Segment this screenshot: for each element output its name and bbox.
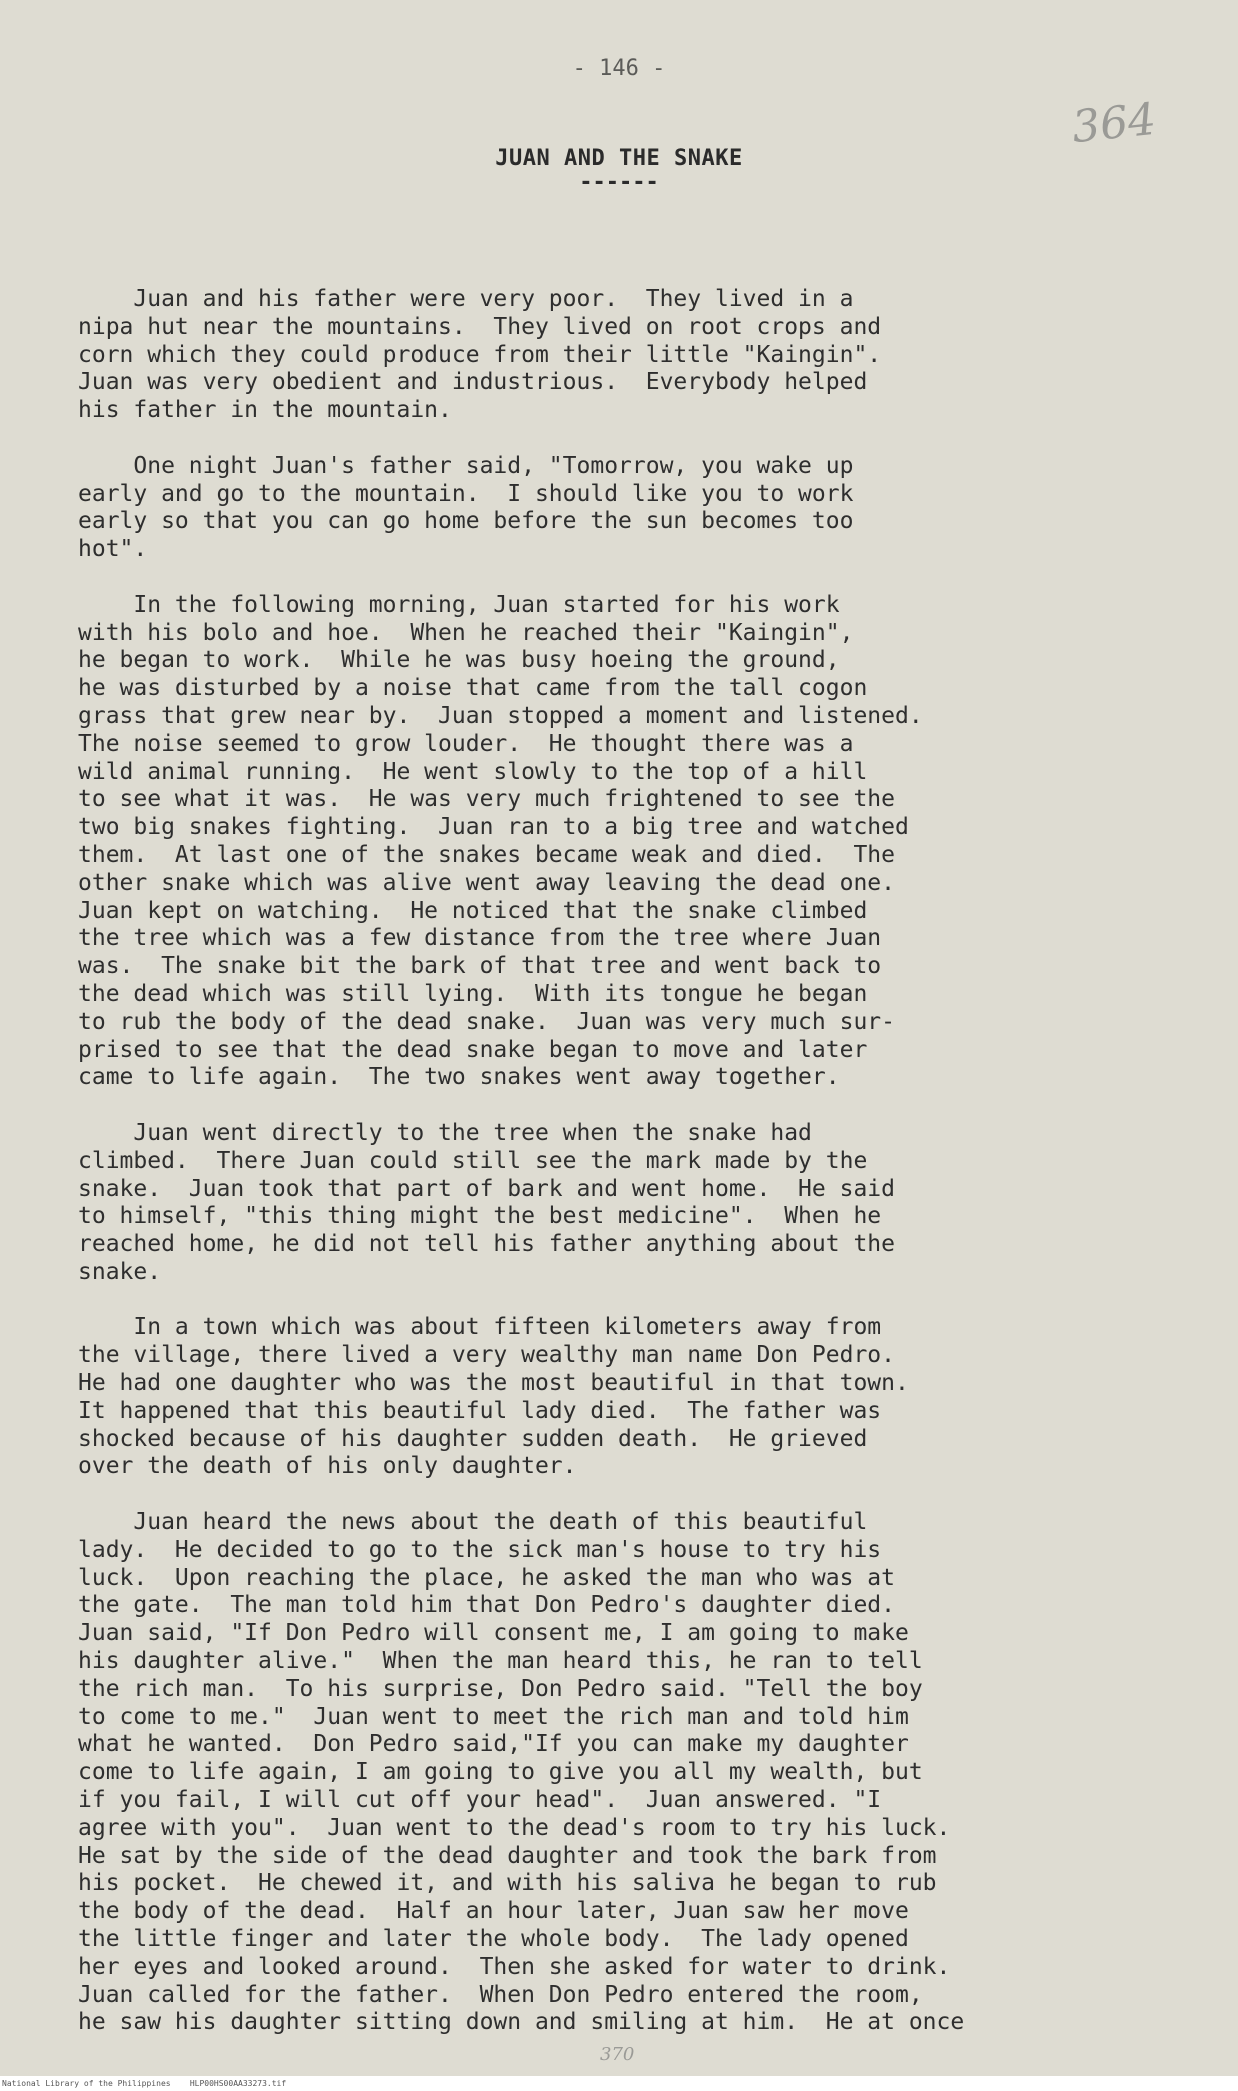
text-line: the rich man. To his surprise, Don Pedro said. "Tell the boy: [78, 1675, 923, 1702]
text-line: to see what it was. He was very much frightened to see the: [78, 786, 895, 813]
text-line: what he wanted. Don Pedro said,"If you can make my daughter: [78, 1731, 909, 1758]
text-line: wild animal running. He went slowly to the top of a hill: [78, 758, 868, 785]
paragraph: [78, 1120, 1198, 1287]
title-underline: ------: [579, 170, 659, 195]
text-line: the dead which was still lying. With its tongue he began: [78, 980, 868, 1007]
handwritten-page-number: 364: [1069, 93, 1159, 154]
text-line: Juan kept on watching. He noticed that the snake climbed: [78, 897, 868, 924]
text-line: the body of the dead. Half an hour later, Juan saw her move: [78, 1898, 909, 1925]
text-line: her eyes and looked around. Then she asked for water to drink.: [78, 1953, 951, 1980]
paragraph: [78, 1314, 1198, 1481]
text-line: the gate. The man told him that Don Pedro's daughter died.: [78, 1592, 895, 1619]
text-line: other snake which was alive went away leaving the dead one.: [78, 869, 895, 896]
text-line: with his bolo and hoe. When he reached their "Kaingin",: [78, 619, 854, 646]
story-body: [78, 286, 1198, 2065]
page-number: - 146 -: [572, 56, 666, 81]
text-line: early so that you can go home before the sun becomes too: [78, 508, 854, 535]
text-line: agree with you". Juan went to the dead's room to try his luck.: [78, 1814, 951, 1841]
text-line: Juan and his father were very poor. They lived in a: [78, 286, 854, 312]
text-line: reached home, he did not tell his father anything about the: [78, 1231, 895, 1258]
paragraph: [78, 592, 1198, 1092]
text-line: his pocket. He chewed it, and with his saliva he began to rub: [78, 1870, 937, 1897]
text-line: early and go to the mountain. I should like you to work: [78, 480, 854, 507]
text-line: the little finger and later the whole body. The lady opened: [78, 1926, 909, 1953]
text-line: he saw his daughter sitting down and smiling at him. He at once: [78, 2009, 965, 2036]
text-line: two big snakes fighting. Juan ran to a big tree and watched: [78, 814, 909, 841]
text-line: He sat by the side of the dead daughter and took the bark from: [78, 1842, 937, 1869]
text-line: lady. He decided to go to the sick man's house to try his: [78, 1536, 882, 1563]
handwritten-bottom-mark: 370: [600, 2044, 635, 2065]
story-title: JUAN AND THE SNAKE: [495, 146, 743, 171]
text-line: his daughter alive." When the man heard this, he ran to tell: [78, 1648, 923, 1675]
text-line: grass that grew near by. Juan stopped a moment and listened.: [78, 702, 923, 729]
text-line: if you fail, I will cut off your head". Juan answered. "I: [78, 1787, 882, 1814]
text-line: One night Juan's father said, "Tomorrow, you wake up: [78, 452, 854, 479]
text-line: He had one daughter who was the most beautiful in that town.: [78, 1370, 909, 1397]
text-line: shocked because of his daughter sudden death. He grieved: [78, 1425, 868, 1452]
text-line: his father in the mountain.: [78, 397, 452, 424]
text-line: to himself, "this thing might the best medicine". When he: [78, 1203, 882, 1230]
text-line: Juan called for the father. When Don Pedro entered the room,: [78, 1981, 923, 2008]
text-line: hot".: [78, 536, 148, 563]
text-line: Juan went directly to the tree when the snake had: [78, 1119, 812, 1146]
text-line: It happened that this beautiful lady died. The father was: [78, 1397, 882, 1424]
text-line: The noise seemed to grow louder. He thought there was a: [78, 730, 854, 757]
text-line: Juan was very obedient and industrious. Everybody helped: [78, 369, 868, 396]
text-line: them. At last one of the snakes became weak and died. The: [78, 841, 895, 868]
text-line: snake.: [78, 1258, 162, 1285]
text-line: nipa hut near the mountains. They lived on root crops and: [78, 313, 882, 340]
text-line: was. The snake bit the bark of that tree and went back to: [78, 953, 882, 980]
paragraph: [78, 1509, 1198, 2037]
text-line: climbed. There Juan could still see the mark made by the: [78, 1147, 868, 1174]
text-line: to come to me." Juan went to meet the rich man and told him: [78, 1703, 909, 1730]
paragraph: [78, 453, 1198, 564]
text-line: Juan said, "If Don Pedro will consent me, I am going to make: [78, 1620, 909, 1647]
text-line: to rub the body of the dead snake. Juan was very much sur-: [78, 1008, 895, 1035]
text-line: came to life again. The two snakes went away together.: [78, 1064, 840, 1091]
text-line: over the death of his only daughter.: [78, 1453, 577, 1480]
text-line: come to life again, I am going to give you all my wealth, but: [78, 1759, 923, 1786]
text-line: corn which they could produce from their little "Kaingin".: [78, 341, 882, 368]
text-line: prised to see that the dead snake began to move and later: [78, 1036, 868, 1063]
text-line: snake. Juan took that part of bark and went home. He said: [78, 1175, 895, 1202]
text-line: luck. Upon reaching the place, he asked the man who was at: [78, 1564, 895, 1591]
text-line: the village, there lived a very wealthy man name Don Pedro.: [78, 1342, 895, 1369]
text-line: the tree which was a few distance from the tree where Juan: [78, 925, 882, 952]
scan-footer-text: National Library of the Philippines HLP00HS00AA33273.tif: [2, 2079, 287, 2088]
text-line: In the following morning, Juan started for his work: [78, 591, 840, 618]
text-line: In a town which was about fifteen kilometers away from: [78, 1314, 882, 1341]
text-line: he was disturbed by a noise that came from the tall cogon: [78, 675, 868, 702]
text-line: Juan heard the news about the death of this beautiful: [78, 1509, 868, 1536]
paragraph: [78, 286, 1198, 425]
text-line: he began to work. While he was busy hoeing the ground,: [78, 647, 840, 674]
